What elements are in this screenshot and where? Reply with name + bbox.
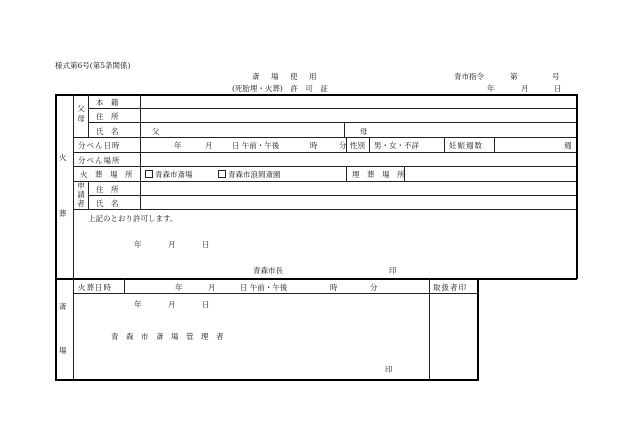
- form-number: 様式第6号(第5条関係): [55, 61, 131, 70]
- burial-place-label: 埋 葬 場 所: [352, 170, 405, 179]
- option-aomori-saijo-text: 青森市斎場: [155, 170, 193, 179]
- checkbox-aomori-saijo[interactable]: [145, 170, 153, 178]
- fm-label-divider: [140, 94, 141, 138]
- section-divider: [55, 278, 577, 280]
- gestation-unit: 週: [564, 141, 572, 150]
- burial-col-right: [404, 166, 405, 181]
- sex-options: 男・女・不詳: [374, 141, 419, 150]
- handler-seal-label: 取扱者印: [433, 283, 467, 292]
- row-line-5: [73, 166, 576, 167]
- permit-number-prefix: 青市指令: [454, 72, 484, 81]
- birth-day-ampm: 日 午前・午後: [232, 141, 280, 150]
- approval-year: 年: [134, 240, 142, 249]
- birth-month: 月: [205, 141, 213, 150]
- issue-year: 年: [487, 84, 495, 93]
- approval-month: 月: [168, 240, 176, 249]
- cremation-place-label: 火 葬 場 所: [80, 170, 133, 179]
- saijo-year: 年: [175, 283, 183, 292]
- approval-text: 上記のとおり許可します。: [88, 214, 178, 223]
- option-aomori-namioka-text: 青森市浪岡斎園: [228, 170, 281, 179]
- option-aomori-namioka[interactable]: [218, 170, 281, 179]
- saijo-month: 月: [208, 283, 216, 292]
- sex-col-left: [346, 137, 347, 152]
- row-line-8: [73, 209, 576, 210]
- birth-minute: 分: [339, 141, 347, 150]
- row-line-4: [73, 152, 576, 153]
- saijo-minute: 分: [370, 283, 378, 292]
- title-line2: (死胎埋・火葬) 許 可 証: [232, 84, 328, 93]
- saijo-side-label-2: 場: [59, 346, 67, 355]
- saijo-manager: 青 森 市 斎 場 管 理 者: [111, 332, 224, 341]
- burial-col-left: [346, 166, 347, 181]
- applicant-label-divider: [140, 181, 141, 209]
- row-line-6: [73, 181, 576, 182]
- birth-datetime-label: 分べん日時: [78, 141, 121, 150]
- cremation-side-label-2: 葬: [59, 209, 67, 218]
- fm-name-label: 氏 名: [96, 127, 119, 136]
- birth-place-label: 分べん場所: [78, 156, 121, 165]
- sex-col-right: [369, 137, 370, 152]
- cremation-datetime-label: 火葬日時: [78, 283, 112, 292]
- applicant-label: 申請者: [77, 181, 85, 208]
- fm-address-label: 住 所: [96, 112, 119, 121]
- issue-day: 日: [554, 84, 562, 93]
- honseki-label: 本 籍: [96, 98, 119, 107]
- saijo-hour: 時: [330, 283, 338, 292]
- fm-column-divider: [88, 94, 89, 138]
- row-line-3: [73, 137, 576, 138]
- saijo-side-label-1: 斎: [59, 302, 67, 311]
- saijo-day-ampm: 日 午前・午後: [240, 283, 288, 292]
- mayor-label: 青森市長: [253, 266, 283, 275]
- label-col-divider: [140, 137, 141, 181]
- row-line-2: [88, 122, 576, 123]
- outer-bottom-border: [55, 379, 479, 381]
- gestation-col-left: [444, 137, 445, 152]
- mother-label: 母: [360, 127, 368, 136]
- saijo-date-year: 年: [134, 300, 142, 309]
- father-mother-label: 父母: [77, 104, 85, 123]
- checkbox-aomori-namioka[interactable]: [218, 170, 226, 178]
- father-mother-split: [344, 122, 345, 137]
- applicant-address-label: 住 所: [96, 185, 119, 194]
- saijo-row-line: [73, 293, 478, 294]
- saijo-seal: 印: [385, 365, 393, 374]
- issue-month: 月: [521, 84, 529, 93]
- saijo-date-month: 月: [168, 300, 176, 309]
- gestation-col-right: [494, 137, 495, 152]
- outer-left-border: [55, 94, 57, 380]
- permit-number-dai: 第: [510, 72, 518, 81]
- mayor-seal: 印: [389, 266, 397, 275]
- saijo-date-day: 日: [202, 300, 210, 309]
- outer-right-border-top: [576, 94, 578, 279]
- saijo-label-divider: [124, 278, 125, 293]
- applicant-col-divider: [88, 181, 89, 209]
- permit-number-go: 号: [552, 72, 560, 81]
- option-aomori-saijo[interactable]: [145, 170, 193, 179]
- applicant-name-label: 氏 名: [96, 199, 119, 208]
- outer-top-border: [55, 94, 577, 96]
- gestation-label: 妊娠週数: [449, 141, 483, 150]
- sex-label: 性別: [350, 141, 365, 150]
- father-label: 父: [152, 127, 160, 136]
- birth-year: 年: [174, 141, 182, 150]
- title-line1: 斎 場 使 用: [252, 72, 319, 81]
- row-line-7: [88, 195, 576, 196]
- row-line-1: [88, 108, 576, 109]
- birth-hour: 時: [310, 141, 318, 150]
- cremation-side-label-1: 火: [59, 153, 67, 162]
- approval-day: 日: [202, 240, 210, 249]
